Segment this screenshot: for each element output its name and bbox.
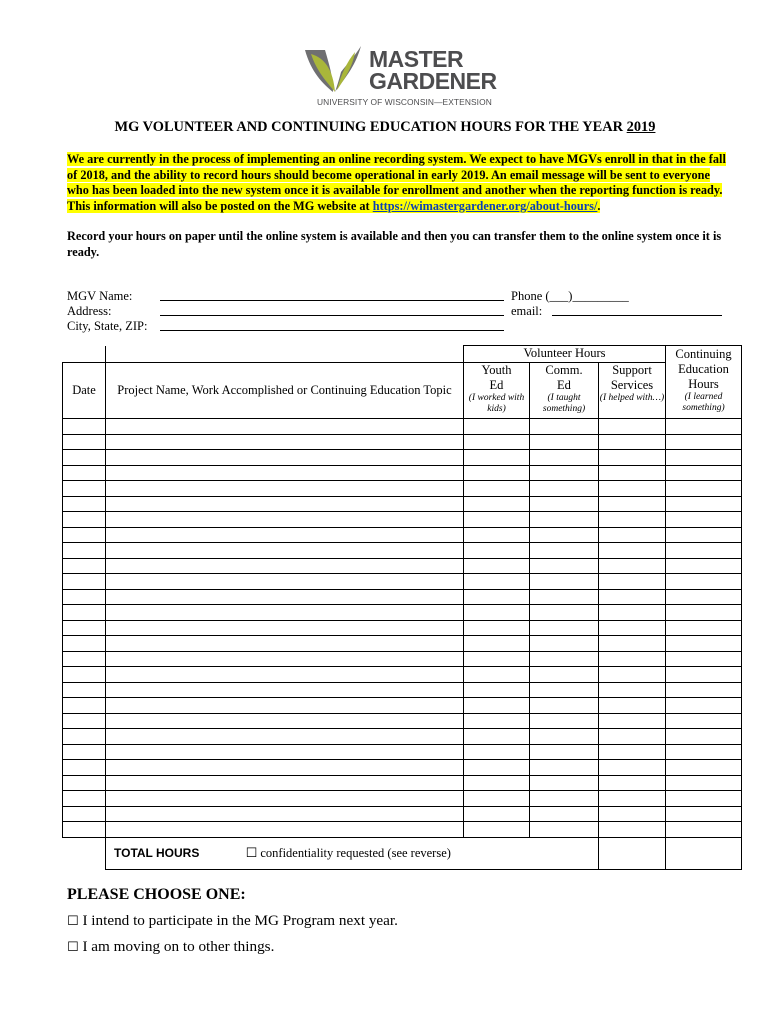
- table-row: [63, 775, 742, 791]
- continuing-ed-cell[interactable]: [666, 558, 742, 574]
- table-row: [63, 496, 742, 512]
- moving-on-checkbox-icon[interactable]: ☐: [67, 940, 79, 955]
- continuing-ed-cell[interactable]: [666, 512, 742, 528]
- table-row: [63, 744, 742, 760]
- project-cell[interactable]: [106, 775, 464, 791]
- youth-ed-cell[interactable]: [464, 481, 530, 497]
- master-gardener-logo: [303, 44, 498, 110]
- comm-ed-cell[interactable]: [530, 620, 599, 636]
- total-support-cell[interactable]: [599, 837, 666, 869]
- comm-ed-cell[interactable]: [530, 744, 599, 760]
- date-cell[interactable]: [63, 636, 106, 652]
- continuing-ed-cell[interactable]: [666, 822, 742, 838]
- youth-ed-cell[interactable]: [464, 434, 530, 450]
- project-cell[interactable]: [106, 729, 464, 745]
- comm-ed-cell[interactable]: [530, 822, 599, 838]
- date-cell[interactable]: [63, 527, 106, 543]
- project-cell[interactable]: [106, 667, 464, 683]
- comm-ed-cell[interactable]: [530, 481, 599, 497]
- youth-header-line1: Youth: [481, 363, 512, 377]
- support-services-cell[interactable]: [599, 744, 666, 760]
- notice-paragraph: [67, 152, 732, 214]
- comm-header-line1: Comm.: [545, 363, 583, 377]
- table-row: [63, 589, 742, 605]
- log-rows: [63, 419, 742, 838]
- record-note: Record your hours on paper until the online system is available and then you can transfer them to the online system once it is ready.: [67, 229, 722, 259]
- table-row: [63, 434, 742, 450]
- youth-ed-cell[interactable]: [464, 775, 530, 791]
- comm-ed-cell[interactable]: [530, 512, 599, 528]
- project-cell[interactable]: [106, 713, 464, 729]
- support-services-cell[interactable]: [599, 760, 666, 776]
- continuing-ed-cell[interactable]: [666, 620, 742, 636]
- table-row: [63, 806, 742, 822]
- table-row: [63, 450, 742, 466]
- continuing-ed-cell[interactable]: [666, 791, 742, 807]
- project-cell[interactable]: [106, 682, 464, 698]
- date-cell[interactable]: [63, 450, 106, 466]
- support-services-cell[interactable]: [599, 419, 666, 435]
- continuing-ed-cell[interactable]: [666, 667, 742, 683]
- table-row: [63, 667, 742, 683]
- youth-header-line2: Ed: [489, 378, 504, 392]
- continuing-header-line3: Hours: [688, 377, 719, 391]
- phone-label: Phone (___)_________: [511, 289, 629, 303]
- continuing-ed-cell[interactable]: [666, 651, 742, 667]
- project-cell[interactable]: [106, 527, 464, 543]
- continuing-ed-cell[interactable]: [666, 682, 742, 698]
- continuing-education-header: [666, 346, 742, 419]
- leaf-logo-icon: [303, 44, 363, 94]
- participate-checkbox-icon[interactable]: ☐: [67, 914, 79, 929]
- comm-ed-cell[interactable]: [530, 589, 599, 605]
- comm-ed-cell[interactable]: [530, 496, 599, 512]
- support-services-cell[interactable]: [599, 527, 666, 543]
- project-cell[interactable]: [106, 465, 464, 481]
- project-cell[interactable]: [106, 558, 464, 574]
- comm-ed-cell[interactable]: [530, 434, 599, 450]
- support-services-cell[interactable]: [599, 450, 666, 466]
- logo-text-master: MASTER: [369, 46, 464, 72]
- youth-ed-cell[interactable]: [464, 574, 530, 590]
- project-header: Project Name, Work Accomplished or Continuing Education Topic: [106, 363, 464, 419]
- project-cell[interactable]: [106, 760, 464, 776]
- youth-ed-cell[interactable]: [464, 496, 530, 512]
- table-row: [63, 481, 742, 497]
- table-row: [63, 822, 742, 838]
- support-services-cell[interactable]: [599, 543, 666, 559]
- project-cell[interactable]: [106, 620, 464, 636]
- project-cell[interactable]: [106, 589, 464, 605]
- continuing-ed-cell[interactable]: [666, 450, 742, 466]
- notice-text: We are currently in the process of implementing an online recording system. We expect to have MGVs enroll in that in the fall of 2018, and the ability to record hours should become operational in early 2019. An email message will be sent to everyone who has been loaded into the new system once it is available for enrollment and another when the reporting function is ready. This information will also be posted on the MG website at: [67, 152, 726, 213]
- option-moving-on[interactable]: [67, 938, 274, 956]
- comm-ed-cell[interactable]: [530, 636, 599, 652]
- youth-ed-cell[interactable]: [464, 744, 530, 760]
- support-header-line1: Support: [612, 363, 652, 377]
- support-services-cell[interactable]: [599, 434, 666, 450]
- table-row: [63, 543, 742, 559]
- date-cell[interactable]: [63, 434, 106, 450]
- total-hours-row: [106, 837, 599, 869]
- youth-ed-cell[interactable]: [464, 667, 530, 683]
- volunteer-hours-header: Volunteer Hours: [464, 346, 666, 363]
- continuing-ed-cell[interactable]: [666, 806, 742, 822]
- table-row: [63, 558, 742, 574]
- support-services-cell[interactable]: [599, 605, 666, 621]
- page-title-text: MG VOLUNTEER AND CONTINUING EDUCATION HOURS FOR THE YEAR: [114, 119, 627, 135]
- comm-header-sub: (I taught something): [542, 393, 586, 414]
- continuing-ed-cell[interactable]: [666, 527, 742, 543]
- support-services-cell[interactable]: [599, 822, 666, 838]
- date-cell[interactable]: [63, 574, 106, 590]
- support-services-cell[interactable]: [599, 729, 666, 745]
- support-services-cell[interactable]: [599, 698, 666, 714]
- youth-ed-cell[interactable]: [464, 465, 530, 481]
- date-cell[interactable]: [63, 605, 106, 621]
- youth-ed-cell[interactable]: [464, 636, 530, 652]
- logo-subtitle: UNIVERSITY OF WISCONSIN—EXTENSION: [317, 97, 492, 107]
- option-participate-label: I intend to participate in the MG Program next year.: [82, 912, 398, 929]
- comm-ed-cell[interactable]: [530, 527, 599, 543]
- youth-ed-cell[interactable]: [464, 791, 530, 807]
- date-cell[interactable]: [63, 729, 106, 745]
- date-cell[interactable]: [63, 558, 106, 574]
- youth-ed-cell[interactable]: [464, 713, 530, 729]
- project-cell[interactable]: [106, 651, 464, 667]
- table-row: [63, 419, 742, 435]
- support-services-cell[interactable]: [599, 589, 666, 605]
- continuing-ed-cell[interactable]: [666, 605, 742, 621]
- table-row: [63, 527, 742, 543]
- project-cell[interactable]: [106, 512, 464, 528]
- table-row: [63, 605, 742, 621]
- continuing-ed-cell[interactable]: [666, 419, 742, 435]
- youth-ed-cell[interactable]: [464, 682, 530, 698]
- date-cell[interactable]: [63, 791, 106, 807]
- project-cell[interactable]: [106, 698, 464, 714]
- mgv-name-line[interactable]: [160, 300, 504, 301]
- comm-ed-cell[interactable]: [530, 558, 599, 574]
- project-cell[interactable]: [106, 605, 464, 621]
- continuing-ed-cell[interactable]: [666, 465, 742, 481]
- comm-ed-cell[interactable]: [530, 760, 599, 776]
- continuing-ed-cell[interactable]: [666, 543, 742, 559]
- comm-header-line2: Ed: [557, 378, 571, 392]
- youth-ed-cell[interactable]: [464, 760, 530, 776]
- date-cell[interactable]: [63, 744, 106, 760]
- youth-ed-cell[interactable]: [464, 419, 530, 435]
- youth-ed-cell[interactable]: [464, 558, 530, 574]
- continuing-header-line1: Continuing: [675, 347, 732, 361]
- city-state-zip-label: City, State, ZIP:: [67, 319, 148, 333]
- date-cell[interactable]: [63, 806, 106, 822]
- date-cell[interactable]: [63, 775, 106, 791]
- date-cell[interactable]: [63, 651, 106, 667]
- project-cell[interactable]: [106, 543, 464, 559]
- notice-end: .: [597, 198, 601, 213]
- comm-ed-cell[interactable]: [530, 465, 599, 481]
- table-row: [63, 620, 742, 636]
- comm-ed-cell[interactable]: [530, 651, 599, 667]
- comm-ed-cell[interactable]: [530, 791, 599, 807]
- comm-ed-cell[interactable]: [530, 667, 599, 683]
- support-header-line2: Services: [610, 378, 654, 392]
- support-services-cell[interactable]: [599, 667, 666, 683]
- comm-ed-cell[interactable]: [530, 605, 599, 621]
- youth-ed-cell[interactable]: [464, 512, 530, 528]
- total-hours-label: TOTAL HOURS: [114, 845, 200, 860]
- address-label: Address:: [67, 304, 112, 318]
- table-row: [63, 512, 742, 528]
- comm-ed-cell[interactable]: [530, 775, 599, 791]
- project-cell[interactable]: [106, 574, 464, 590]
- support-services-cell[interactable]: [599, 496, 666, 512]
- logo-text-gardener: GARDENER: [369, 68, 497, 94]
- address-line[interactable]: [160, 315, 504, 316]
- continuing-ed-cell[interactable]: [666, 434, 742, 450]
- support-services-cell[interactable]: [599, 465, 666, 481]
- date-cell[interactable]: [63, 713, 106, 729]
- youth-ed-cell[interactable]: [464, 698, 530, 714]
- youth-ed-cell[interactable]: [464, 822, 530, 838]
- email-line[interactable]: [552, 315, 722, 316]
- support-services-cell[interactable]: [599, 651, 666, 667]
- project-cell[interactable]: [106, 434, 464, 450]
- continuing-header-sub: (I learned something): [682, 392, 725, 413]
- support-services-cell[interactable]: [599, 791, 666, 807]
- continuing-ed-cell[interactable]: [666, 775, 742, 791]
- youth-ed-cell[interactable]: [464, 806, 530, 822]
- comm-ed-cell[interactable]: [530, 543, 599, 559]
- youth-ed-header: [464, 363, 530, 419]
- continuing-ed-cell[interactable]: [666, 713, 742, 729]
- support-header-sub: (I helped with…): [599, 393, 665, 403]
- project-cell[interactable]: [106, 450, 464, 466]
- youth-ed-cell[interactable]: [464, 620, 530, 636]
- comm-ed-cell[interactable]: [530, 698, 599, 714]
- continuing-ed-cell[interactable]: [666, 729, 742, 745]
- date-cell[interactable]: [63, 589, 106, 605]
- youth-ed-cell[interactable]: [464, 589, 530, 605]
- project-cell[interactable]: [106, 744, 464, 760]
- confidentiality-label: confidentiality requested (see reverse): [260, 845, 451, 860]
- date-header: Date: [63, 363, 106, 419]
- continuing-ed-cell[interactable]: [666, 574, 742, 590]
- support-services-cell[interactable]: [599, 558, 666, 574]
- table-row: [63, 729, 742, 745]
- continuing-ed-cell[interactable]: [666, 481, 742, 497]
- youth-ed-cell[interactable]: [464, 543, 530, 559]
- project-cell[interactable]: [106, 806, 464, 822]
- support-services-cell[interactable]: [599, 574, 666, 590]
- table-row: [63, 713, 742, 729]
- support-services-header: [599, 363, 666, 419]
- table-row: [63, 682, 742, 698]
- choose-heading: PLEASE CHOOSE ONE:: [67, 886, 246, 903]
- youth-ed-cell[interactable]: [464, 605, 530, 621]
- project-cell[interactable]: [106, 481, 464, 497]
- date-cell[interactable]: [63, 496, 106, 512]
- page-title-year: 2019: [626, 119, 656, 135]
- mgv-name-label: MGV Name:: [67, 289, 133, 303]
- project-cell[interactable]: [106, 791, 464, 807]
- date-cell[interactable]: [63, 822, 106, 838]
- project-cell[interactable]: [106, 419, 464, 435]
- project-cell[interactable]: [106, 636, 464, 652]
- support-services-cell[interactable]: [599, 713, 666, 729]
- table-row: [63, 791, 742, 807]
- comm-ed-header: [530, 363, 599, 419]
- youth-ed-cell[interactable]: [464, 729, 530, 745]
- comm-ed-cell[interactable]: [530, 729, 599, 745]
- comm-ed-cell[interactable]: [530, 450, 599, 466]
- table-row: [63, 698, 742, 714]
- hours-link[interactable]: https://wimastergardener.org/about-hours/: [372, 198, 598, 213]
- hours-log-table: [62, 345, 742, 870]
- youth-header-sub: (I worked with kids): [468, 393, 525, 414]
- option-moving-on-label: I am moving on to other things.: [82, 938, 275, 955]
- date-cell[interactable]: [63, 481, 106, 497]
- continuing-ed-cell[interactable]: [666, 636, 742, 652]
- date-cell[interactable]: [63, 667, 106, 683]
- confidentiality-checkbox-icon[interactable]: ☐: [245, 845, 258, 861]
- youth-ed-cell[interactable]: [464, 651, 530, 667]
- support-services-cell[interactable]: [599, 481, 666, 497]
- support-services-cell[interactable]: [599, 512, 666, 528]
- page-title: [0, 119, 770, 136]
- total-continuing-cell[interactable]: [666, 837, 742, 869]
- support-services-cell[interactable]: [599, 620, 666, 636]
- table-row: [63, 651, 742, 667]
- table-row: [63, 574, 742, 590]
- support-services-cell[interactable]: [599, 775, 666, 791]
- comm-ed-cell[interactable]: [530, 682, 599, 698]
- table-row: [63, 465, 742, 481]
- project-cell[interactable]: [106, 496, 464, 512]
- date-cell[interactable]: [63, 512, 106, 528]
- comm-ed-cell[interactable]: [530, 419, 599, 435]
- project-cell[interactable]: [106, 822, 464, 838]
- table-row: [63, 760, 742, 776]
- date-cell[interactable]: [63, 543, 106, 559]
- date-cell[interactable]: [63, 465, 106, 481]
- youth-ed-cell[interactable]: [464, 527, 530, 543]
- comm-ed-cell[interactable]: [530, 574, 599, 590]
- support-services-cell[interactable]: [599, 682, 666, 698]
- date-cell[interactable]: [63, 698, 106, 714]
- comm-ed-cell[interactable]: [530, 713, 599, 729]
- date-cell[interactable]: [63, 419, 106, 435]
- date-cell[interactable]: [63, 760, 106, 776]
- option-participate[interactable]: [67, 912, 398, 930]
- city-state-zip-line[interactable]: [160, 330, 504, 331]
- date-cell[interactable]: [63, 620, 106, 636]
- continuing-ed-cell[interactable]: [666, 589, 742, 605]
- continuing-ed-cell[interactable]: [666, 496, 742, 512]
- continuing-ed-cell[interactable]: [666, 760, 742, 776]
- date-cell[interactable]: [63, 682, 106, 698]
- email-label: email:: [511, 304, 543, 318]
- comm-ed-cell[interactable]: [530, 806, 599, 822]
- support-services-cell[interactable]: [599, 636, 666, 652]
- continuing-ed-cell[interactable]: [666, 744, 742, 760]
- continuing-ed-cell[interactable]: [666, 698, 742, 714]
- support-services-cell[interactable]: [599, 806, 666, 822]
- table-row: [63, 636, 742, 652]
- continuing-header-line2: Education: [678, 362, 729, 376]
- youth-ed-cell[interactable]: [464, 450, 530, 466]
